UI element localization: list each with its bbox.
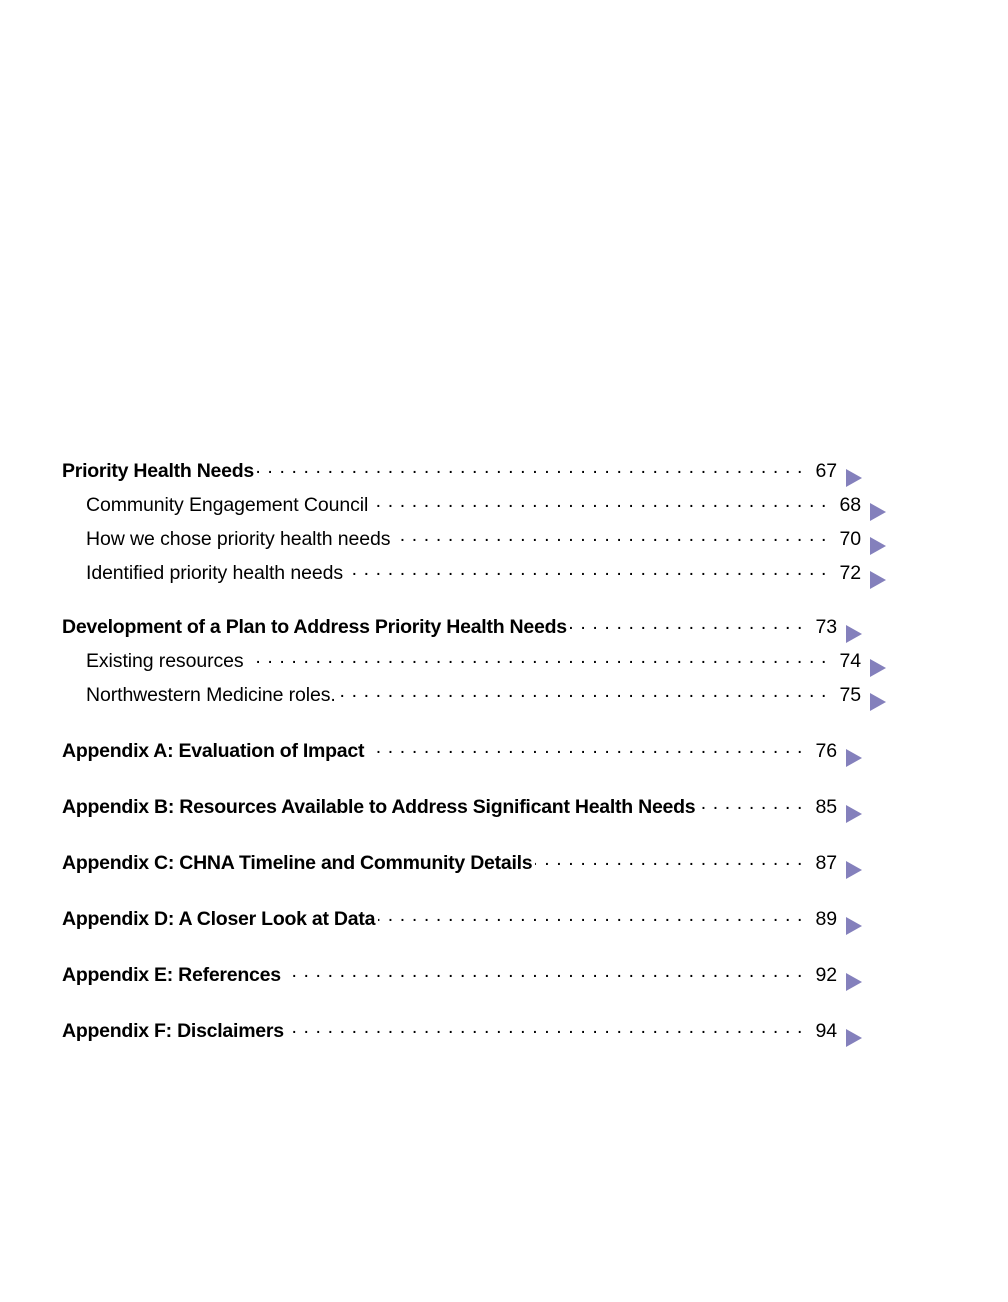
dot-leader xyxy=(400,529,827,545)
toc-entry-title: Appendix F: Disclaimers xyxy=(62,1020,284,1042)
toc-entry-page-number: 76 xyxy=(815,740,837,762)
dot-leader xyxy=(353,563,827,579)
toc-entry[interactable] xyxy=(62,1020,862,1054)
toc-entry-page-number: 89 xyxy=(815,908,837,930)
dot-leader xyxy=(698,797,803,813)
triangle-right-icon[interactable] xyxy=(846,1029,862,1047)
toc-entry-title: Appendix B: Resources Available to Address Significant Health Needs xyxy=(62,796,696,818)
toc-entry[interactable] xyxy=(62,796,862,830)
toc-entry-page-number: 85 xyxy=(815,796,837,818)
toc-entry[interactable] xyxy=(62,616,862,650)
toc-entry-title: Northwestern Medicine roles. xyxy=(86,684,336,706)
dot-leader xyxy=(535,853,803,869)
dot-leader xyxy=(378,909,803,925)
toc-entry-title: How we chose priority health needs xyxy=(86,528,391,550)
toc-entry[interactable] xyxy=(62,650,886,684)
triangle-right-icon[interactable] xyxy=(846,861,862,879)
dot-leader xyxy=(339,685,827,701)
toc-entry-title: Appendix E: References xyxy=(62,964,281,986)
toc-entry-title: Community Engagement Council xyxy=(86,494,369,516)
triangle-right-icon[interactable] xyxy=(870,659,886,677)
toc-entry[interactable] xyxy=(62,908,862,942)
toc-entry-title: Appendix D: A Closer Look at Data xyxy=(62,908,376,930)
toc-entry-title: Appendix A: Evaluation of Impact xyxy=(62,740,365,762)
toc-entry[interactable] xyxy=(62,460,862,494)
triangle-right-icon[interactable] xyxy=(846,749,862,767)
triangle-right-icon[interactable] xyxy=(870,503,886,521)
triangle-right-icon[interactable] xyxy=(846,917,862,935)
dot-leader xyxy=(291,965,803,981)
triangle-right-icon[interactable] xyxy=(846,469,862,487)
triangle-right-icon[interactable] xyxy=(846,625,862,643)
dot-leader xyxy=(257,461,803,477)
toc-entry-title: Identified priority health needs xyxy=(86,562,343,584)
triangle-right-icon[interactable] xyxy=(870,537,886,555)
toc-entry-page-number: 74 xyxy=(839,650,861,672)
triangle-right-icon[interactable] xyxy=(870,693,886,711)
toc-entry[interactable] xyxy=(62,740,862,774)
dot-leader xyxy=(570,617,803,633)
table-of-contents xyxy=(62,460,862,1054)
toc-entry-page-number: 92 xyxy=(815,964,837,986)
toc-entry-title: Development of a Plan to Address Priority Health Needs xyxy=(62,616,567,638)
toc-entry[interactable] xyxy=(62,562,886,596)
dot-leader xyxy=(247,651,827,667)
toc-entry[interactable] xyxy=(62,684,886,718)
dot-leader xyxy=(374,741,803,757)
toc-entry-page-number: 87 xyxy=(815,852,837,874)
toc-entry-title: Appendix C: CHNA Timeline and Community Details xyxy=(62,852,533,874)
toc-entry-page-number: 70 xyxy=(839,528,861,550)
toc-entry-page-number: 72 xyxy=(839,562,861,584)
toc-entry-page-number: 94 xyxy=(815,1020,837,1042)
toc-entry[interactable] xyxy=(62,494,886,528)
toc-entry-title: Priority Health Needs xyxy=(62,460,254,482)
toc-entry[interactable] xyxy=(62,852,862,886)
dot-leader xyxy=(287,1021,803,1037)
toc-entry-page-number: 73 xyxy=(815,616,837,638)
toc-entry[interactable] xyxy=(62,964,862,998)
dot-leader xyxy=(371,495,827,511)
triangle-right-icon[interactable] xyxy=(870,571,886,589)
toc-entry[interactable] xyxy=(62,528,886,562)
toc-entry-page-number: 68 xyxy=(839,494,861,516)
toc-entry-title: Existing resources xyxy=(86,650,244,672)
toc-entry-page-number: 67 xyxy=(815,460,837,482)
triangle-right-icon[interactable] xyxy=(846,973,862,991)
toc-entry-page-number: 75 xyxy=(839,684,861,706)
triangle-right-icon[interactable] xyxy=(846,805,862,823)
